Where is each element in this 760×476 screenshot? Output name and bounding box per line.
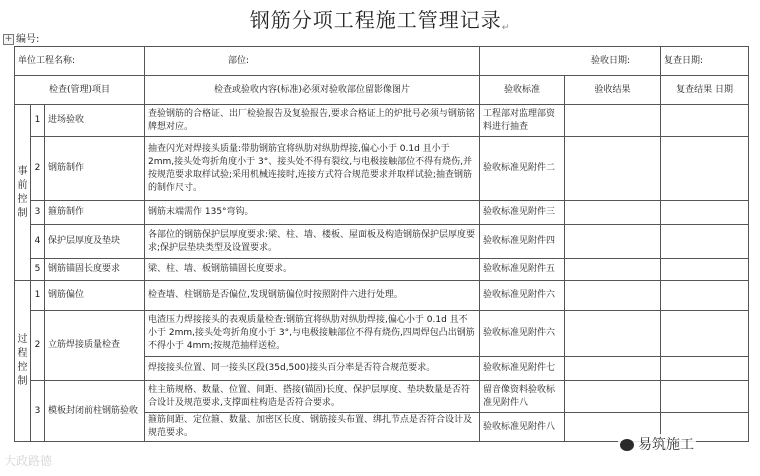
row-content: 钢筋末端需作 135°弯钩。	[145, 201, 480, 225]
group-label: 事 前 控 制	[17, 165, 28, 219]
part-label: 部位:	[228, 55, 250, 66]
row-standard: 验收标准见附件七	[480, 357, 565, 381]
accept-date-label: 验收日期:	[590, 55, 631, 66]
return-mark: ↵	[501, 23, 511, 33]
recheck-cell[interactable]	[661, 381, 749, 413]
result-cell[interactable]	[565, 201, 661, 225]
title-text: 钢筋分项工程施工管理记录	[249, 8, 502, 32]
row-item: 保护层厚度及垫块	[45, 225, 145, 259]
recheck-cell[interactable]	[661, 225, 749, 259]
row-content: 梁、柱、墙、板钢筋锚固长度要求。	[145, 259, 480, 281]
row-content: 抽查闪光对焊接头质量:带肋钢筋宜将纵肋对纵肋焊接,偏心小于 0.1d 且小于 2mm,接头处弯折角度小于 3°、接头处不得有裂纹,与电极接触部位不得有烧伤,并按规范要求取样试验;采用机械连接时,连接方式符合规范要求并取样试验;抽查钢筋的制作尺寸。	[145, 137, 480, 201]
row-standard: 验收标准见附件六	[480, 311, 565, 357]
row-standard: 验收标准见附件八	[480, 413, 565, 442]
result-cell[interactable]	[565, 137, 661, 201]
wechat-icon	[620, 439, 634, 451]
row-content: 柱主筋规格、数量、位置、间距、搭接(锚固)长度、保护层厚度、垫块数量是否符合设计及规范要求,支撑面柱构造是否符合要求。	[145, 381, 480, 413]
result-cell[interactable]	[565, 259, 661, 281]
row-standard: 验收标准见附件六	[480, 281, 565, 311]
row-standard: 工程部对监理部资料进行抽查	[480, 105, 565, 137]
header-row	[15, 47, 749, 76]
project-name-cell: 单位工程名称:	[15, 47, 145, 76]
part-cell	[145, 47, 480, 76]
col-item: 检查(管理)项目	[15, 76, 145, 105]
row-no: 3	[31, 381, 45, 442]
result-cell[interactable]	[565, 105, 661, 137]
column-header-row	[15, 76, 749, 105]
row-item: 钢筋偏位	[45, 281, 145, 311]
table-row	[15, 137, 749, 201]
table-move-handle-icon[interactable]: +	[4, 34, 13, 44]
col-standard: 验收标准	[480, 76, 565, 105]
group-label: 过 程 控 制	[17, 334, 28, 387]
row-no: 4	[31, 225, 45, 259]
table-row	[15, 381, 749, 413]
table-row	[15, 311, 749, 357]
recheck-date-cell: 复查日期:	[661, 47, 749, 76]
row-content: 检查墙、柱钢筋是否偏位,发现钢筋偏位时按照附件六进行处理。	[145, 281, 480, 311]
table-row	[15, 105, 749, 137]
col-result: 验收结果	[565, 76, 661, 105]
col-recheck: 复查结果 日期	[661, 76, 749, 105]
table-row	[15, 259, 749, 281]
serial-label: 编号:	[16, 34, 40, 45]
recheck-cell[interactable]	[661, 281, 749, 311]
result-cell[interactable]	[565, 311, 661, 357]
row-no: 2	[31, 311, 45, 381]
row-standard: 验收标准见附件三	[480, 201, 565, 225]
recheck-cell[interactable]	[661, 259, 749, 281]
row-standard: 验收标准见附件四	[480, 225, 565, 259]
row-item: 模板封闭前柱钢筋验收	[45, 381, 145, 442]
result-cell[interactable]	[565, 381, 661, 413]
group-process-control	[15, 281, 31, 442]
row-no: 3	[31, 201, 45, 225]
row-content: 各部位的钢筋保护层厚度要求:梁、柱、墙、楼板、屋面板及构造钢筋保护层厚度要求;保护层垫块类型及设置要求。	[145, 225, 480, 259]
recheck-cell[interactable]	[661, 105, 749, 137]
row-standard: 验收标准见附件二	[480, 137, 565, 201]
col-content: 检查或验收内容(标准)必须对验收部位留影像图片	[145, 76, 480, 105]
row-item: 进场验收	[45, 105, 145, 137]
row-item: 钢筋锚固长度要求	[45, 259, 145, 281]
watermark-right-text: 易筑施工	[638, 437, 694, 453]
row-no: 1	[31, 281, 45, 311]
page-title	[0, 4, 760, 33]
result-cell[interactable]	[565, 225, 661, 259]
row-no: 5	[31, 259, 45, 281]
row-content: 箍筋间距、定位箍、数量、加密区长度、钢筋接头布置、绑扎节点是否符合设计及规范要求。	[145, 413, 480, 442]
row-content: 电渣压力焊接接头的表观质量检查:钢筋宜将纵肋对纵肋焊接,偏心小于 0.1d 且不小于 2mm,接头处弯折角度小于 3°,与电极接触部位不得有烧伤,四周焊包凸出钢筋不得小于 4mm;按规范抽样送检。	[145, 311, 480, 357]
accept-date-cell	[480, 47, 661, 76]
row-item: 箍筋制作	[45, 201, 145, 225]
record-table	[14, 46, 749, 442]
recheck-cell[interactable]	[661, 137, 749, 201]
table-row	[15, 225, 749, 259]
row-item: 钢筋制作	[45, 137, 145, 201]
row-standard: 留音像资料验收标准见附件八	[480, 381, 565, 413]
row-item: 立筋焊接质量检查	[45, 311, 145, 381]
row-content: 焊接接头位置、同一接头区段(35d,500)接头百分率是否符合规范要求。	[145, 357, 480, 381]
recheck-cell[interactable]	[661, 357, 749, 381]
result-cell[interactable]	[565, 357, 661, 381]
recheck-cell[interactable]	[661, 201, 749, 225]
table-row	[15, 201, 749, 225]
row-no: 1	[31, 105, 45, 137]
table-row	[15, 281, 749, 311]
result-cell[interactable]	[565, 281, 661, 311]
row-standard: 验收标准见附件五	[480, 259, 565, 281]
row-content: 查验钢筋的合格证、出厂检验报告及复验报告,要求合格证上的炉批号必须与钢筋铭牌想对应。	[145, 105, 480, 137]
recheck-cell[interactable]	[661, 311, 749, 357]
group-pre-control	[15, 105, 31, 281]
row-no: 2	[31, 137, 45, 201]
watermark-left: 大政路德	[4, 454, 53, 468]
watermark-right	[618, 434, 696, 454]
